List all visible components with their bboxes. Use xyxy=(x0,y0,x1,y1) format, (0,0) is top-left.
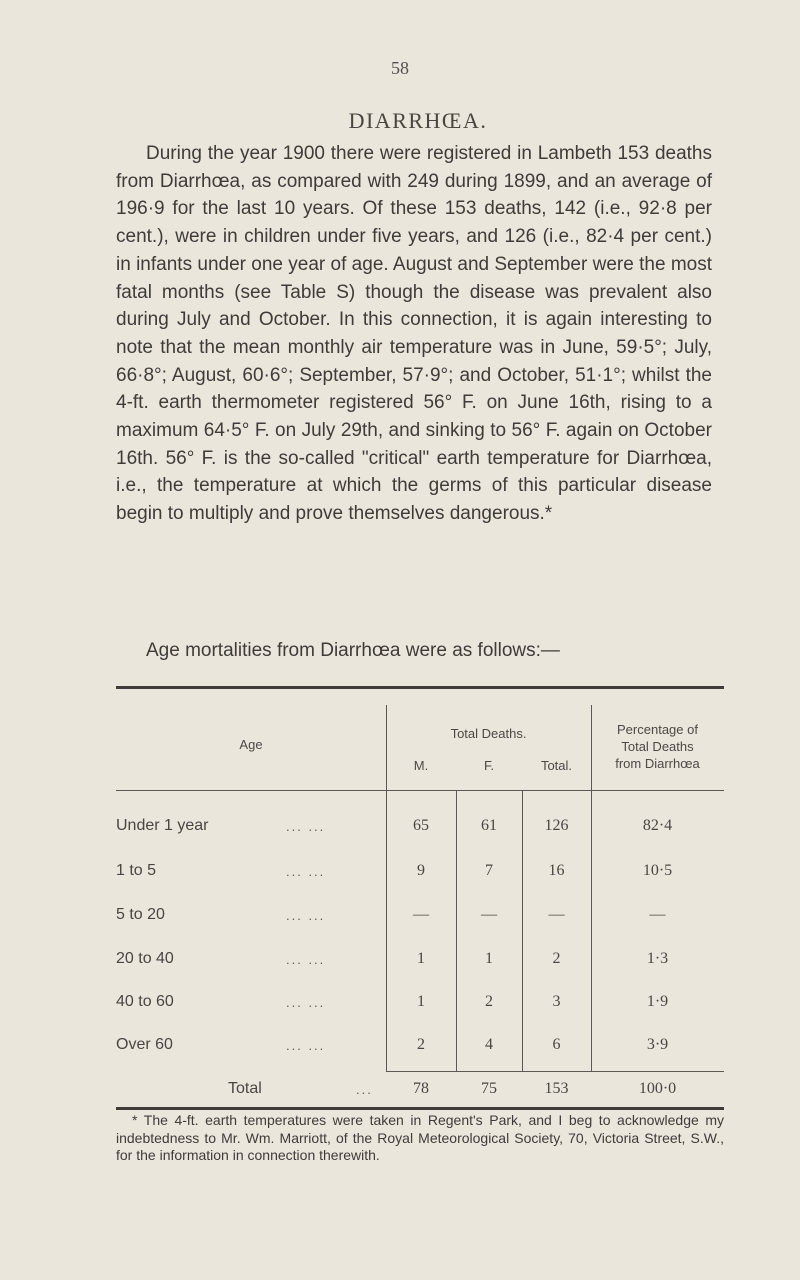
leader-dots: ... ... xyxy=(286,1038,326,1053)
cell-pct: 1·9 xyxy=(646,993,669,1010)
row-label: Over 60 xyxy=(116,1036,173,1053)
header-percentage-line1: Percentage of xyxy=(617,722,698,737)
cell-m: 2 xyxy=(417,1036,425,1053)
cell-total: 3 xyxy=(552,993,561,1010)
leader-dots: ... ... xyxy=(286,908,326,923)
row-label: 40 to 60 xyxy=(116,993,174,1010)
row-label: 5 to 20 xyxy=(116,906,165,923)
mortality-table xyxy=(116,689,724,1107)
cell-total: — xyxy=(548,906,565,923)
cell-m: 1 xyxy=(417,993,425,1010)
body-paragraph: During the year 1900 there were registered in Lambeth 153 deaths from Diarrhœa, as compared with 249 during 1899, and an average of 196·9 for the last 10 years. Of these 153 deaths, 142 (i.e., 92·8 per cent.), were in children under five years, and 126 (i.e., 82·4 per cent.) in infants under one year of age. August and September were the most fatal months (see Table S) though the disease was prevalent also during July and October. In this connection, it is again interesting to note that the mean monthly air temperature was in June, 59·5°; July, 66·8°; August, 60·6°; September, 57·9°; and October, 51·1°; whilst the 4-ft. earth thermometer registered 56° F. on June 16th, rising to a maximum 64·5° F. on July 29th, and sinking to 56° F. again on October 16th. 56° F. is the so-called "critical" earth temperature for Diarrhœa, i.e., the temperature at which the germs of this particular disease begin to multiply and prove themselves dangerous.* xyxy=(116,143,712,525)
cell-m: 1 xyxy=(417,950,425,967)
leader-dots: ... ... xyxy=(286,864,326,879)
total-total: 153 xyxy=(544,1080,569,1097)
cell-pct: — xyxy=(649,906,666,923)
total-rule xyxy=(386,1071,724,1072)
leader-dots: ... ... xyxy=(286,952,326,967)
header-percentage-line3: from Diarrhœa xyxy=(615,756,700,771)
cell-m: 65 xyxy=(413,817,429,834)
section-title: DIARRHŒA. xyxy=(348,108,488,133)
footnote: * The 4-ft. earth temperatures were taken in Regent's Park, and I beg to acknowledge my indebtedness to Mr. Wm. Marriott, of the Royal Meteorological Society, 70, Victoria Street, S.W., for the information in connection therewith. xyxy=(116,1112,724,1163)
header-m: M. xyxy=(413,758,429,773)
cell-m: 9 xyxy=(417,862,425,879)
cell-f: 4 xyxy=(485,1036,493,1053)
total-pct: 100·0 xyxy=(638,1080,677,1097)
row-label: 1 to 5 xyxy=(116,862,157,879)
total-m: 78 xyxy=(413,1080,429,1097)
header-age: Age xyxy=(239,737,263,752)
table-bottom-rule xyxy=(116,1107,724,1110)
header-percentage-line2: Total Deaths xyxy=(621,739,694,754)
header-f: F. xyxy=(483,758,495,773)
cell-pct: 3·9 xyxy=(646,1036,669,1053)
table-intro: Age mortalities from Diarrhœa were as follows:— xyxy=(146,640,560,661)
leader-dots: ... ... xyxy=(286,995,326,1010)
leader-dots: ... xyxy=(356,1082,373,1097)
cell-pct: 10·5 xyxy=(642,862,673,879)
row-label: Under 1 year xyxy=(116,817,209,834)
header-total: Total. xyxy=(540,758,573,773)
cell-f: — xyxy=(481,906,497,923)
leader-dots: ... ... xyxy=(286,819,326,834)
cell-f: 2 xyxy=(485,993,493,1010)
divider-age-m xyxy=(386,705,387,790)
header-total-deaths: Total Deaths. xyxy=(450,726,527,741)
row-label: 20 to 40 xyxy=(116,950,174,967)
cell-pct: 1·3 xyxy=(646,950,669,967)
cell-m: — xyxy=(413,906,429,923)
cell-f: 7 xyxy=(485,862,493,879)
page-number: 58 xyxy=(391,58,409,78)
cell-total: 126 xyxy=(544,817,569,834)
cell-total: 16 xyxy=(548,862,565,879)
cell-f: 1 xyxy=(485,950,493,967)
cell-f: 61 xyxy=(481,817,497,834)
header-bottom-rule xyxy=(116,790,724,791)
total-label: Total xyxy=(228,1080,262,1097)
total-f: 75 xyxy=(481,1080,497,1097)
cell-pct: 82·4 xyxy=(642,817,673,834)
cell-total: 6 xyxy=(552,1036,561,1053)
cell-total: 2 xyxy=(552,950,561,967)
